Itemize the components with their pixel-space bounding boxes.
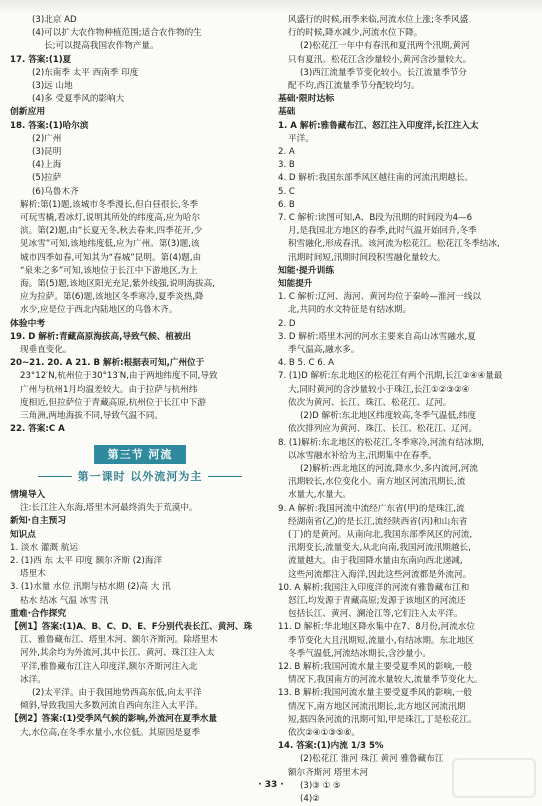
text-line: (2)广州	[32, 133, 62, 144]
text-line: 10. A 解析:我国注入印度洋的河流有雅鲁藏布江和	[278, 582, 470, 593]
text-line: 依次为黄河、长江、珠江、松花江、辽河。	[288, 397, 452, 408]
text-line: 配不均,西江流量季节分配较均匀。	[288, 81, 420, 92]
text-line: 怒江,均发源于青藏高原;发源于该地区的河流还	[288, 595, 466, 606]
text-line: 5. C	[278, 186, 295, 197]
text-line: 解析:第(1)题,该城市冬季漫长,但白昼很长,冬季	[20, 199, 198, 210]
text-line: (2)松花江 淮河 珠江 黄河 雅鲁藏布江	[300, 754, 444, 765]
text-line: 11. D 解析:华北地区降水集中在7、8月份,河流水位	[278, 622, 475, 633]
text-line: 19. D 解析:青藏高原海拔高,导致气候、植被出	[10, 331, 192, 342]
text-line: 情境导入	[10, 489, 46, 500]
left-answer-lines	[10, 14, 270, 437]
text-line: 风盛行的时候,雨季来临,河流水位上涨;冬季风盛	[288, 15, 469, 25]
text-line: (2)松花江一年中有春汛和夏汛两个汛期,黄河	[300, 41, 470, 52]
text-line: 7. C 解析:读图可知,A、B段为汛期的时间段为4—6	[278, 213, 473, 224]
text-line: (2)D 解析:东北地区纬度较高,冬季气温低,纬度	[300, 411, 476, 422]
text-line: 流量越大。由于我国降水量由东南向西北递减,	[288, 556, 463, 567]
text-line: 体验中考	[10, 318, 46, 329]
text-line: 海。第(5)题,该地区阳光充足,紫外线强,说明海拔高,	[20, 279, 215, 290]
text-line: 包括长江、黄河、澜沧江等,它们注入太平洋。	[288, 609, 463, 620]
text-line: 汛期较长,水位变化小。南方地区河流汛期长,流	[288, 477, 466, 488]
text-line: 新知·自主预习	[10, 516, 67, 527]
text-line: 水量大,水量大。	[288, 490, 351, 501]
text-line: 知能提升	[278, 279, 313, 290]
text-line: 城市四季如春,可知其为“春城”昆明。第(4)题,由	[20, 252, 202, 263]
text-line: 三角洲,两地海拔不同,导致气温不同。	[20, 411, 163, 422]
text-line: (3)③ ① ⑤	[300, 780, 341, 791]
text-line: 滨。第(2)题,由“长夏无冬,秋去春来,四季花开,少	[20, 226, 203, 237]
text-line: 20~21. 20. A 21. B 解析:根据表可知,广州位于	[10, 358, 205, 369]
text-line: (4)可以扩大农作物种植范围;适合农作物的生	[32, 28, 202, 39]
text-line: (2)东南季 太平 西南季 印度	[32, 67, 139, 78]
text-line: 短,据四条河流的汛期可知,甲是珠江,丁是松花江。	[288, 714, 477, 725]
text-line: 见冰雪”可知,该地纬度低,应为广州。第(3)题,该	[20, 239, 200, 250]
text-line: 知识点	[10, 529, 36, 540]
text-line: 积雪融化,形成春汛。该河流为松花江。松花江冬季结冰,	[288, 239, 500, 250]
text-line: 7. (1)D 解析:东北地区的松花江有两个汛期,长江②④④量最	[278, 371, 503, 382]
watermark-stamp	[452, 758, 536, 798]
text-line: 平洋。	[288, 133, 314, 144]
text-line: 大,水位高,在冬季水量小,水位低。其原因是夏季	[20, 727, 201, 738]
text-line: 22. 答案:C A	[10, 424, 65, 435]
text-line: (4)多 受夏季风的影响大	[32, 94, 125, 105]
text-line: 【例1】答案:(1)A、B、C、D、E、F分别代表长江、黄河、珠	[10, 621, 253, 632]
text-line: 23°12′N,杭州位于30°13′N,由于两地纬度不同,导致	[20, 371, 218, 382]
text-line: 冰洋。	[20, 674, 46, 685]
text-line: (2)太平洋。由于我国地势西高东低,向太平洋	[32, 687, 202, 698]
text-line: (3)西江流量季节变化较小。长江流量季节分	[300, 67, 467, 78]
section-banner-text: 第三节 河流	[94, 445, 187, 464]
text-line: (3)昆明	[32, 147, 62, 158]
text-line: 9. A 解析:我国河流中流经广东省(甲)的是珠江,流	[278, 503, 465, 514]
text-line: 枯水 结冰 气温 冰雪 汛	[20, 595, 109, 606]
text-line: 汛期时间短,汛期时间段积雪融化量较大。	[288, 252, 446, 263]
text-line: 塔里木	[20, 569, 46, 580]
text-line: 14. 答案:(1)内流 1/3 5%	[278, 741, 384, 752]
text-line: 度相近,但拉萨位于青藏高原,杭州位于长江中下游	[20, 397, 206, 408]
text-line: “泉来之多”可知,该地位于长江中下游地区,为上	[20, 265, 198, 276]
text-line: 1. 淡水 灌溉 航运	[10, 542, 78, 553]
text-line: 平洋,雅鲁藏布江注入印度洋,额尔齐斯河注入北	[20, 661, 198, 672]
text-line: 情况下,我国南方的河流水量较大,流量季节变化大。	[288, 675, 483, 686]
text-line: 经湖南省(乙)的是长江,流经陕西省(丙)和山东省	[288, 516, 468, 527]
text-line: 4. B 5. C 6. A	[278, 358, 335, 369]
text-line: 3. B	[278, 160, 295, 171]
page-number: · 33 ·	[258, 780, 284, 790]
text-line: 行的时候,降水减少,河流水位下降。	[288, 28, 423, 39]
text-line: 4. D 解析:我国东部季风区越往南的河流汛期越长。	[278, 173, 474, 184]
text-line: (4)②	[300, 793, 320, 804]
text-line: 情况下,南方地区河流汛期长,北方地区河流汛期	[288, 701, 466, 712]
top-scan-strip	[0, 0, 542, 12]
text-line: 2. D	[278, 318, 296, 329]
text-line: 以冰雪融水补给为主,汛期集中在春季。	[288, 450, 437, 461]
text-line: 大,同时黄河的含沙量较小于珠江,长江①②③②④	[288, 384, 470, 395]
text-line: 2. (1)西 东 太平 印度 额尔齐斯 (2)海洋	[10, 555, 163, 566]
text-line: 13. B 解析:我国河流水量主要受夏季风的影响,一般	[278, 688, 472, 699]
text-line: 冬季气温低,河流结冰期长,含沙量小。	[288, 648, 431, 659]
left-column	[10, 14, 270, 740]
text-line: 只有夏汛。松花江含沙量较小,黄河含沙量较大。	[288, 54, 472, 65]
section-banner	[10, 445, 270, 464]
text-line: 12. B 解析:我国河流水量主要受夏季风的影响,一般	[278, 661, 472, 672]
text-line: 北,共同的水文特征是有结冰期。	[288, 305, 412, 316]
text-line: 2. A	[278, 147, 295, 158]
text-line: (丁)的是黄河。从南向北,我国东部季风区的河流,	[288, 529, 473, 540]
text-line: 水少,应是位于西北内陆地区的乌鲁木齐。	[20, 305, 178, 316]
text-line: 依次②④①③⑤⑥。	[288, 727, 361, 738]
text-line: 注:长江注入东海,塔里木河最终消失于荒漠中。	[20, 503, 198, 514]
text-line: 3. (1)水量 水位 汛期与枯水期 (2)高 大 汛	[10, 582, 171, 593]
text-line: 这些河流都注入海洋,因此这些河流都是外流河。	[288, 569, 472, 580]
text-line: 季气温高,融水多。	[288, 345, 360, 356]
lesson-banner	[10, 470, 270, 483]
text-line: 【例2】答案:(1)受季风气候的影响,外流河在夏季水量	[10, 714, 217, 725]
right-column	[278, 14, 536, 806]
text-line: 6. B	[278, 199, 295, 210]
text-line: 可玩雪橇,看冰灯,说明其所处的纬度高,应为哈尔	[20, 213, 201, 224]
text-line: 1. C 解析:辽河、海河、黄河均位于秦岭—淮河一线以	[278, 292, 482, 303]
text-line: (5)拉萨	[32, 173, 62, 184]
text-line: 依次排列应为黄河、珠江、长江、松花江、辽河。	[288, 424, 478, 435]
text-line: 基础	[278, 107, 296, 118]
text-line: 额尔齐斯河 塔里木河	[288, 767, 369, 778]
text-line: 18. 答案:(1)哈尔滨	[10, 120, 89, 131]
lesson-rule-left	[38, 476, 72, 477]
text-line: (4)上海	[32, 160, 62, 171]
text-line: 3. D 解析:塔里木河的河水主要来自高山冰雪融水,夏	[278, 331, 476, 342]
text-line: 8. (1)解析:东北地区的松花江,冬季寒冷,河流有结冰期,	[278, 437, 485, 448]
text-line: 月,是我国北方地区的春季,此时气温开始回升,冬季	[288, 226, 477, 237]
text-line: 倾斜,导致我国大多数河流自西向东注入太平洋。	[20, 701, 204, 712]
text-line: (2)解析:西北地区的河流,降水少,多内流河,河流	[300, 463, 478, 474]
text-line: 季节变化大且汛期短,流量小,有结冰期。东北地区	[288, 635, 474, 646]
text-line: 应为拉萨。第(6)题,该地区冬季寒冷,夏季炎热,降	[20, 292, 204, 303]
text-line: 现垂直变化。	[20, 345, 72, 356]
lesson-rule-right	[208, 476, 242, 477]
text-line: (3)远 山地	[32, 81, 73, 92]
text-line: 江、雅鲁藏布江、塔里木河、额尔齐斯河。除塔里木	[20, 635, 218, 646]
text-line: 17. 答案:(1)夏	[10, 54, 72, 65]
text-line: (6)乌鲁木齐	[32, 186, 79, 197]
text-line: 创新应用	[10, 107, 46, 118]
text-line: 河外,其余均为外流河,其中长江、黄河、珠江注入太	[20, 648, 215, 659]
text-line: (3)北京 AD	[32, 15, 77, 25]
text-line: 重难·合作探究	[10, 608, 67, 619]
text-line: 长;可以提高我国农作物产量。	[44, 41, 159, 52]
text-line: 汛期变长,流量变大,从北向南,我国河流汛期越长,	[288, 543, 471, 554]
text-line: 知能·提升训练	[278, 265, 335, 276]
text-line: 基础·限时达标	[278, 94, 335, 105]
left-lesson-lines	[10, 489, 270, 740]
text-line: 1. A 解析:雅鲁藏布江、怒江注入印度洋,长江注入太	[278, 120, 479, 131]
lesson-banner-text: 第一课时 以外流河为主	[77, 469, 203, 483]
right-answer-lines	[278, 14, 536, 806]
text-line: 广州与杭州1月均温差较大。由于拉萨与杭州纬	[20, 384, 198, 395]
